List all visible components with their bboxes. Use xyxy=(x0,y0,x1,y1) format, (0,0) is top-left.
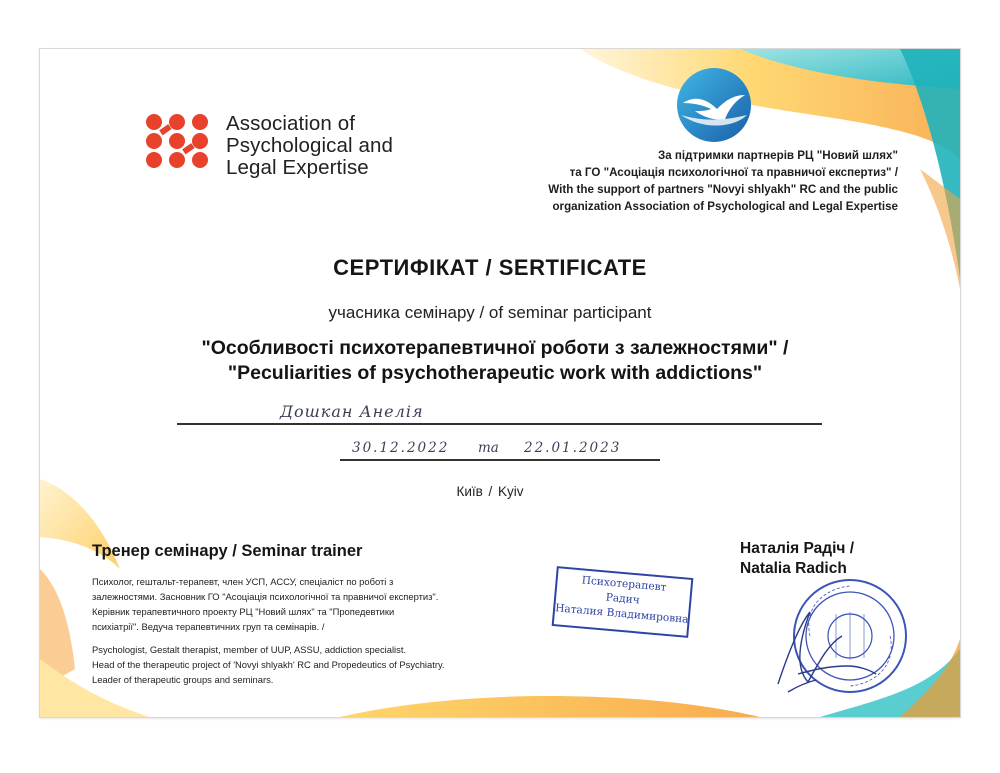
date-line xyxy=(340,459,660,461)
date-connector-handwritten: та xyxy=(478,440,499,456)
dots-logo-icon xyxy=(144,112,218,170)
trainer-en-line-1: Psychologist, Gestalt therapist, member of UUP, ASSU, addiction specialist. xyxy=(92,644,407,655)
certificate-subtitle: учасника семінару / of seminar participant xyxy=(328,303,652,322)
support-line-4: organization Association of Psychological and Legal Expertise xyxy=(552,200,898,213)
participant-name-line xyxy=(177,423,822,425)
dove-circle-icon xyxy=(675,65,753,145)
association-name-line-3: Legal Expertise xyxy=(226,156,369,179)
support-text xyxy=(478,147,898,215)
stamp-line-3: Наталия Владимировна xyxy=(554,602,690,626)
stamp-line-1: Психотерапевт xyxy=(581,574,667,594)
seminar-title-ua: "Особливості психотерапевтичної роботи з залежностями" / xyxy=(201,337,789,359)
participant-name-handwritten: Дошкан Анелія xyxy=(280,402,424,421)
support-line-2: та ГО "Асоціація психологічної та правничої експертиз" / xyxy=(569,166,898,179)
psychotherapist-stamp xyxy=(552,566,694,638)
trainer-ua-line-2: залежностями. Засновник ГО "Асоціація психологічної та правничої експертиз". xyxy=(92,591,439,602)
trainer-ua-line-4: психіатрії". Ведуча терапевтичних груп та семінарів. / xyxy=(92,621,325,632)
trainer-name-en: Natalia Radich xyxy=(740,560,847,577)
trainer-en-line-2: Head of the therapeutic project of 'Novyi shlyakh' RC and Propedeutics of Psychiatry. xyxy=(92,659,445,670)
trainer-heading: Тренер семінару / Seminar trainer xyxy=(92,542,363,560)
seminar-title xyxy=(40,336,950,386)
date-end-handwritten: 22.01.2023 xyxy=(524,440,622,456)
association-name-line-1: Association of xyxy=(226,112,356,135)
seminar-title-en: "Peculiarities of psychotherapeutic work with addictions" xyxy=(227,362,763,384)
certificate-title: СЕРТИФІКАТ / SERTIFICATE xyxy=(333,255,647,280)
trainer-name xyxy=(740,539,854,579)
certificate-page xyxy=(40,49,960,717)
association-name-line-2: Psychological and xyxy=(226,134,393,157)
support-line-3: With the support of partners "Novyi shlyakh" RC and the public xyxy=(548,183,898,196)
trainer-name-ua: Наталія Радіч / xyxy=(740,540,855,557)
stamp-line-2: Радич xyxy=(605,591,641,607)
trainer-description xyxy=(92,574,532,687)
trainer-ua-line-3: Керівник терапевтичного проекту РЦ "Новий шлях" та "Пропедевтики xyxy=(92,606,395,617)
support-line-1: За підтримки партнерів РЦ "Новий шлях" xyxy=(657,149,898,162)
date-start-handwritten: 30.12.2022 xyxy=(352,440,450,456)
city-label: Київ / Kyiv xyxy=(456,484,524,499)
round-seal-icon xyxy=(758,574,918,702)
association-name xyxy=(226,113,393,179)
trainer-ua-line-1: Психолог, гештальт-терапевт, член УСП, АССУ, спеціаліст по роботі з xyxy=(92,576,394,587)
trainer-en-line-3: Leader of therapeutic groups and seminars. xyxy=(92,674,274,685)
